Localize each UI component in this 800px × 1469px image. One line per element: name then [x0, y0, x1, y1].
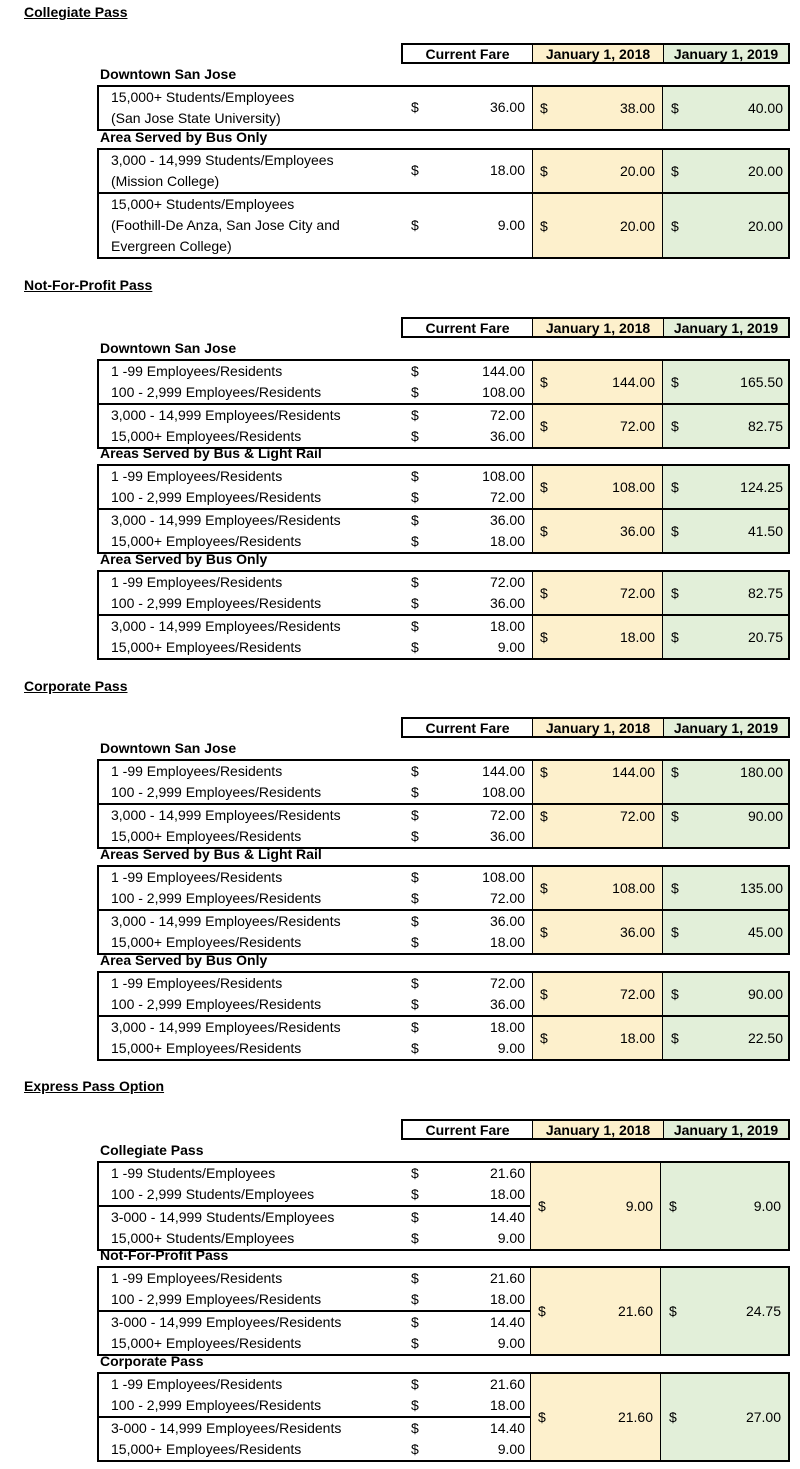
current-fare-value: 18.00 — [489, 533, 525, 549]
section-title: Corporate Pass — [24, 678, 128, 694]
jan-2018-value: 72.00 — [619, 807, 655, 824]
current-fare-value: 108.00 — [482, 784, 525, 800]
fare-block — [97, 759, 790, 805]
fare-row — [99, 867, 788, 888]
fare-row — [99, 994, 788, 1015]
current-fare-currency: $ — [411, 618, 419, 634]
tier-label: 1 -99 Employees/Residents — [111, 975, 283, 991]
tier-label: Evergreen College) — [111, 238, 232, 254]
tier-label: 15,000+ Employees/Residents — [111, 428, 302, 444]
fare-table — [97, 865, 790, 955]
fare-row — [99, 108, 788, 129]
jan-2019-currency: $ — [671, 807, 679, 824]
jan-2018-value: 21.60 — [617, 1303, 653, 1319]
tier-label: 100 - 2,999 Employees/Residents — [111, 489, 322, 505]
fare-block — [97, 909, 790, 955]
current-fare-currency: $ — [411, 996, 419, 1012]
fare-table — [97, 971, 790, 1061]
current-fare-currency: $ — [411, 407, 419, 423]
tier-label: 3,000 - 14,999 Employees/Residents — [111, 807, 341, 823]
current-fare-currency: $ — [411, 574, 419, 590]
fare-block — [97, 570, 790, 616]
fare-row — [99, 194, 788, 215]
jan-2019-currency: $ — [671, 418, 679, 434]
jan-2018-currency: $ — [540, 217, 548, 234]
current-fare-value: 72.00 — [489, 574, 525, 590]
jan-2018-currency: $ — [540, 807, 548, 824]
current-fare-value: 9.00 — [497, 1040, 525, 1056]
jan-2019-value: 135.00 — [740, 880, 783, 896]
jan-2018-currency: $ — [540, 418, 548, 434]
header-current-fare: Current Fare — [403, 45, 533, 62]
fare-row — [99, 616, 788, 637]
current-fare-value: 18.00 — [489, 618, 525, 634]
current-fare-currency: $ — [411, 975, 419, 991]
current-fare-value: 72.00 — [489, 407, 525, 423]
jan-2019-value: 20.00 — [747, 217, 783, 234]
fare-row — [99, 1038, 788, 1059]
group-new-fare-overlay — [97, 1161, 790, 1251]
jan-2018-currency: $ — [538, 1409, 546, 1425]
fare-row — [99, 487, 788, 508]
jan-2018-value: 18.00 — [619, 629, 655, 645]
current-fare-value: 36.00 — [489, 828, 525, 844]
fare-row — [99, 932, 788, 953]
group-title: Corporate Pass — [100, 1353, 204, 1369]
current-fare-currency: $ — [411, 512, 419, 528]
group-title: Downtown San Jose — [100, 66, 237, 82]
section-title: Collegiate Pass — [24, 4, 128, 20]
current-fare-currency: $ — [411, 217, 419, 233]
column-header-row — [401, 43, 790, 64]
current-fare-value: 18.00 — [489, 162, 525, 178]
fare-row — [99, 826, 788, 847]
current-fare-currency: $ — [411, 1291, 419, 1307]
tier-label: 1 -99 Employees/Residents — [111, 1376, 283, 1392]
current-fare-currency: $ — [411, 1335, 419, 1351]
group-title: Areas Served by Bus & Light Rail — [100, 846, 322, 862]
tier-label: 1 -99 Employees/Residents — [111, 574, 283, 590]
tier-label: 100 - 2,999 Students/Employees — [111, 1186, 315, 1202]
header-current-fare: Current Fare — [403, 1121, 533, 1138]
jan-2019-value: 41.50 — [747, 523, 783, 539]
tier-label: 1 -99 Employees/Residents — [111, 1270, 283, 1286]
jan-2019-value: 124.25 — [740, 479, 783, 495]
fare-row — [99, 426, 788, 447]
jan-2018-value: 18.00 — [619, 1030, 655, 1046]
tier-label: 100 - 2,999 Employees/Residents — [111, 1397, 322, 1413]
jan-2018-value: 38.00 — [619, 100, 655, 116]
current-fare-value: 14.40 — [489, 1209, 525, 1225]
tier-label: 100 - 2,999 Employees/Residents — [111, 890, 322, 906]
section-title: Not-For-Profit Pass — [24, 277, 153, 293]
tier-label: 3,000 - 14,999 Employees/Residents — [111, 407, 341, 423]
group-title: Downtown San Jose — [100, 740, 237, 756]
fare-table — [97, 464, 790, 554]
fare-block — [97, 192, 790, 259]
fare-row — [99, 236, 788, 257]
current-fare-value: 18.00 — [489, 934, 525, 950]
group-new-fare-overlay — [97, 1372, 790, 1462]
current-fare-currency: $ — [411, 1270, 419, 1286]
header-january-2019: January 1, 2019 — [664, 319, 788, 336]
jan-2019-currency: $ — [671, 523, 679, 539]
tier-label: 15,000+ Employees/Residents — [111, 934, 302, 950]
jan-2018-value: 36.00 — [619, 924, 655, 940]
jan-2018-value: 108.00 — [612, 880, 655, 896]
jan-2019-currency: $ — [671, 100, 679, 116]
current-fare-value: 72.00 — [489, 975, 525, 991]
current-fare-value: 72.00 — [489, 807, 525, 823]
current-fare-value: 72.00 — [489, 890, 525, 906]
fare-table — [97, 85, 790, 131]
current-fare-currency: $ — [411, 1420, 419, 1436]
current-fare-value: 36.00 — [489, 913, 525, 929]
tier-label: 3,000 - 14,999 Employees/Residents — [111, 913, 341, 929]
tier-label: 15,000+ Employees/Residents — [111, 828, 302, 844]
jan-2019-currency: $ — [671, 629, 679, 645]
tier-label: (San Jose State University) — [111, 110, 281, 126]
current-fare-value: 9.00 — [497, 1441, 525, 1457]
current-fare-currency: $ — [411, 1441, 419, 1457]
current-fare-currency: $ — [411, 384, 419, 400]
jan-2018-currency: $ — [540, 1030, 548, 1046]
tier-label: 1 -99 Students/Employees — [111, 1165, 276, 1181]
current-fare-value: 144.00 — [482, 363, 525, 379]
current-fare-currency: $ — [411, 763, 419, 779]
jan-2018-value: 72.00 — [619, 418, 655, 434]
column-header-row — [401, 1119, 790, 1140]
current-fare-currency: $ — [411, 1230, 419, 1246]
new-fare-wrapper — [99, 805, 788, 826]
header-january-2019: January 1, 2019 — [664, 1121, 788, 1138]
tier-label: 100 - 2,999 Employees/Residents — [111, 784, 322, 800]
tier-label: 3-000 - 14,999 Employees/Residents — [111, 1314, 342, 1330]
fare-row — [99, 382, 788, 403]
tier-label: 1 -99 Employees/Residents — [111, 363, 283, 379]
header-january-2018: January 1, 2018 — [533, 319, 664, 336]
current-fare-currency: $ — [411, 1019, 419, 1035]
current-fare-value: 18.00 — [489, 1186, 525, 1202]
jan-2018-value: 144.00 — [612, 763, 655, 780]
fare-row — [99, 531, 788, 552]
current-fare-value: 21.60 — [489, 1165, 525, 1181]
tier-label: 3-000 - 14,999 Students/Employees — [111, 1209, 335, 1225]
fare-table — [97, 570, 790, 660]
jan-2019-value: 20.00 — [747, 163, 783, 179]
current-fare-value: 18.00 — [489, 1291, 525, 1307]
fare-block — [97, 403, 790, 449]
current-fare-value: 108.00 — [482, 468, 525, 484]
group-title: Not-For-Profit Pass — [100, 1247, 229, 1263]
new-fare-wrapper — [99, 761, 788, 782]
tier-label: 100 - 2,999 Employees/Residents — [111, 384, 322, 400]
tier-label: 3,000 - 14,999 Employees/Residents — [111, 618, 341, 634]
jan-2019-value: 24.75 — [745, 1303, 781, 1319]
tier-label: 15,000+ Employees/Residents — [111, 1335, 302, 1351]
tier-label: 15,000+ Employees/Residents — [111, 533, 302, 549]
header-january-2019: January 1, 2019 — [664, 45, 788, 62]
fare-block — [97, 971, 790, 1017]
column-header-row — [401, 317, 790, 338]
fare-table — [97, 1266, 790, 1356]
fare-row — [99, 150, 788, 178]
fare-table — [97, 1372, 790, 1462]
jan-2019-currency: $ — [671, 163, 679, 179]
group-title: Collegiate Pass — [100, 1142, 204, 1158]
jan-2018-currency: $ — [540, 374, 548, 390]
current-fare-value: 36.00 — [489, 996, 525, 1012]
jan-2019-value: 180.00 — [740, 763, 783, 780]
fare-block — [97, 359, 790, 405]
jan-2019-value: 165.50 — [740, 374, 783, 390]
current-fare-value: 9.00 — [497, 1335, 525, 1351]
fare-row — [99, 466, 788, 487]
current-fare-currency: $ — [411, 913, 419, 929]
current-fare-value: 36.00 — [489, 99, 525, 115]
group-title: Area Served by Bus Only — [100, 551, 268, 567]
jan-2018-value: 20.00 — [619, 163, 655, 179]
header-current-fare: Current Fare — [403, 319, 533, 336]
group-title: Area Served by Bus Only — [100, 129, 268, 145]
tier-label: 1 -99 Employees/Residents — [111, 869, 283, 885]
current-fare-currency: $ — [411, 1376, 419, 1392]
fare-block — [97, 464, 790, 510]
group-title: Downtown San Jose — [100, 340, 237, 356]
fare-row — [99, 510, 788, 531]
current-fare-value: 14.40 — [489, 1314, 525, 1330]
fare-row — [99, 911, 788, 932]
current-fare-value: 14.40 — [489, 1420, 525, 1436]
tier-label: 100 - 2,999 Employees/Residents — [111, 996, 322, 1012]
jan-2019-value: 82.75 — [747, 418, 783, 434]
fare-row — [99, 215, 788, 236]
group-title: Area Served by Bus Only — [100, 952, 268, 968]
fare-row — [99, 888, 788, 909]
current-fare-currency: $ — [411, 639, 419, 655]
jan-2019-currency: $ — [671, 924, 679, 940]
header-january-2018: January 1, 2018 — [533, 1121, 664, 1138]
header-january-2019: January 1, 2019 — [664, 719, 788, 736]
current-fare-value: 9.00 — [497, 217, 525, 233]
current-fare-value: 108.00 — [482, 869, 525, 885]
jan-2019-value: 20.75 — [747, 629, 783, 645]
fare-table — [97, 359, 790, 449]
tier-label: 15,000+ Students/Employees — [111, 1230, 295, 1246]
tier-label: 15,000+ Employees/Residents — [111, 639, 302, 655]
current-fare-value: 72.00 — [489, 489, 525, 505]
current-fare-value: 36.00 — [489, 428, 525, 444]
fare-table — [97, 759, 790, 849]
tier-label: 3,000 - 14,999 Students/Employees — [111, 152, 334, 168]
current-fare-currency: $ — [411, 595, 419, 611]
jan-2018-value: 20.00 — [619, 217, 655, 234]
fare-block — [97, 1015, 790, 1061]
current-fare-currency: $ — [411, 1040, 419, 1056]
jan-2018-value: 21.60 — [617, 1409, 653, 1425]
jan-2019-value: 9.00 — [753, 1198, 781, 1214]
jan-2018-currency: $ — [538, 1303, 546, 1319]
tier-label: (Foothill-De Anza, San Jose City and — [111, 217, 340, 233]
tier-label: 1 -99 Employees/Residents — [111, 468, 283, 484]
tier-label: 3-000 - 14,999 Employees/Residents — [111, 1420, 342, 1436]
current-fare-currency: $ — [411, 1314, 419, 1330]
tier-label: 3,000 - 14,999 Employees/Residents — [111, 1019, 341, 1035]
fare-block — [97, 865, 790, 911]
column-header-row — [401, 717, 790, 738]
current-fare-currency: $ — [411, 1165, 419, 1181]
current-fare-value: 36.00 — [489, 595, 525, 611]
jan-2018-currency: $ — [540, 163, 548, 179]
current-fare-currency: $ — [411, 828, 419, 844]
fare-row — [99, 171, 788, 192]
tier-label: 15,000+ Students/Employees — [111, 196, 295, 212]
tier-label: (Mission College) — [111, 173, 220, 189]
jan-2019-currency: $ — [671, 880, 679, 896]
tier-label: 15,000+ Employees/Residents — [111, 1040, 302, 1056]
jan-2018-currency: $ — [540, 585, 548, 601]
fare-row — [99, 973, 788, 994]
jan-2018-currency: $ — [540, 880, 548, 896]
jan-2018-currency: $ — [540, 100, 548, 116]
tier-label: 15,000+ Employees/Residents — [111, 1441, 302, 1457]
current-fare-value: 144.00 — [482, 763, 525, 779]
jan-2019-value: 40.00 — [747, 100, 783, 116]
current-fare-currency: $ — [411, 807, 419, 823]
jan-2018-value: 72.00 — [619, 986, 655, 1002]
jan-2018-value: 36.00 — [619, 523, 655, 539]
fare-row — [99, 572, 788, 593]
current-fare-currency: $ — [411, 428, 419, 444]
group-new-fare-overlay — [97, 1266, 790, 1356]
fare-block — [97, 803, 790, 849]
fare-row — [99, 593, 788, 614]
current-fare-currency: $ — [411, 1397, 419, 1413]
current-fare-currency: $ — [411, 1209, 419, 1225]
fare-block — [97, 614, 790, 660]
header-current-fare: Current Fare — [403, 719, 533, 736]
current-fare-currency: $ — [411, 1186, 419, 1202]
jan-2019-currency: $ — [669, 1409, 677, 1425]
fare-row — [99, 405, 788, 426]
current-fare-currency: $ — [411, 869, 419, 885]
jan-2018-currency: $ — [540, 479, 548, 495]
current-fare-value: 108.00 — [482, 384, 525, 400]
jan-2019-value: 90.00 — [747, 986, 783, 1002]
jan-2018-currency: $ — [540, 629, 548, 645]
current-fare-value: 9.00 — [497, 639, 525, 655]
current-fare-value: 18.00 — [489, 1019, 525, 1035]
current-fare-value: 9.00 — [497, 1230, 525, 1246]
fare-row — [99, 361, 788, 382]
fare-block — [97, 508, 790, 554]
jan-2018-currency: $ — [538, 1198, 546, 1214]
fare-table — [97, 1161, 790, 1251]
current-fare-currency: $ — [411, 784, 419, 800]
jan-2019-value: 82.75 — [747, 585, 783, 601]
jan-2019-currency: $ — [669, 1303, 677, 1319]
jan-2019-currency: $ — [671, 1030, 679, 1046]
jan-2019-currency: $ — [671, 986, 679, 1002]
jan-2019-currency: $ — [671, 763, 679, 780]
jan-2019-value: 90.00 — [747, 807, 783, 824]
jan-2018-value: 72.00 — [619, 585, 655, 601]
current-fare-value: 18.00 — [489, 1397, 525, 1413]
tier-label: 3,000 - 14,999 Employees/Residents — [111, 512, 341, 528]
current-fare-currency: $ — [411, 363, 419, 379]
current-fare-currency: $ — [411, 489, 419, 505]
jan-2018-currency: $ — [540, 986, 548, 1002]
jan-2019-currency: $ — [671, 374, 679, 390]
jan-2019-value: 22.50 — [747, 1030, 783, 1046]
current-fare-value: 21.60 — [489, 1270, 525, 1286]
current-fare-currency: $ — [411, 934, 419, 950]
jan-2018-currency: $ — [540, 763, 548, 780]
jan-2019-currency: $ — [671, 479, 679, 495]
fare-block — [97, 85, 790, 131]
jan-2019-value: 45.00 — [747, 924, 783, 940]
header-january-2018: January 1, 2018 — [533, 719, 664, 736]
tier-label: 15,000+ Students/Employees — [111, 89, 295, 105]
current-fare-value: 36.00 — [489, 512, 525, 528]
jan-2018-currency: $ — [540, 523, 548, 539]
section-title: Express Pass Option — [24, 1078, 165, 1094]
jan-2018-value: 144.00 — [612, 374, 655, 390]
current-fare-currency: $ — [411, 890, 419, 906]
jan-2019-value: 27.00 — [745, 1409, 781, 1425]
jan-2019-currency: $ — [669, 1198, 677, 1214]
tier-label: 100 - 2,999 Employees/Residents — [111, 1291, 322, 1307]
fare-row — [99, 87, 788, 115]
current-fare-currency: $ — [411, 162, 419, 178]
fare-row — [99, 782, 788, 803]
tier-label: 100 - 2,999 Employees/Residents — [111, 595, 322, 611]
current-fare-value: 21.60 — [489, 1376, 525, 1392]
jan-2018-value: 9.00 — [625, 1198, 653, 1214]
fare-table — [97, 148, 790, 259]
jan-2018-value: 108.00 — [612, 479, 655, 495]
current-fare-currency: $ — [411, 468, 419, 484]
jan-2019-currency: $ — [671, 585, 679, 601]
fare-row — [99, 1017, 788, 1038]
current-fare-currency: $ — [411, 533, 419, 549]
jan-2019-currency: $ — [671, 217, 679, 234]
group-title: Areas Served by Bus & Light Rail — [100, 445, 322, 461]
fare-block — [97, 148, 790, 194]
jan-2018-currency: $ — [540, 924, 548, 940]
tier-label: 1 -99 Employees/Residents — [111, 763, 283, 779]
header-january-2018: January 1, 2018 — [533, 45, 664, 62]
fare-row — [99, 637, 788, 658]
current-fare-currency: $ — [411, 99, 419, 115]
